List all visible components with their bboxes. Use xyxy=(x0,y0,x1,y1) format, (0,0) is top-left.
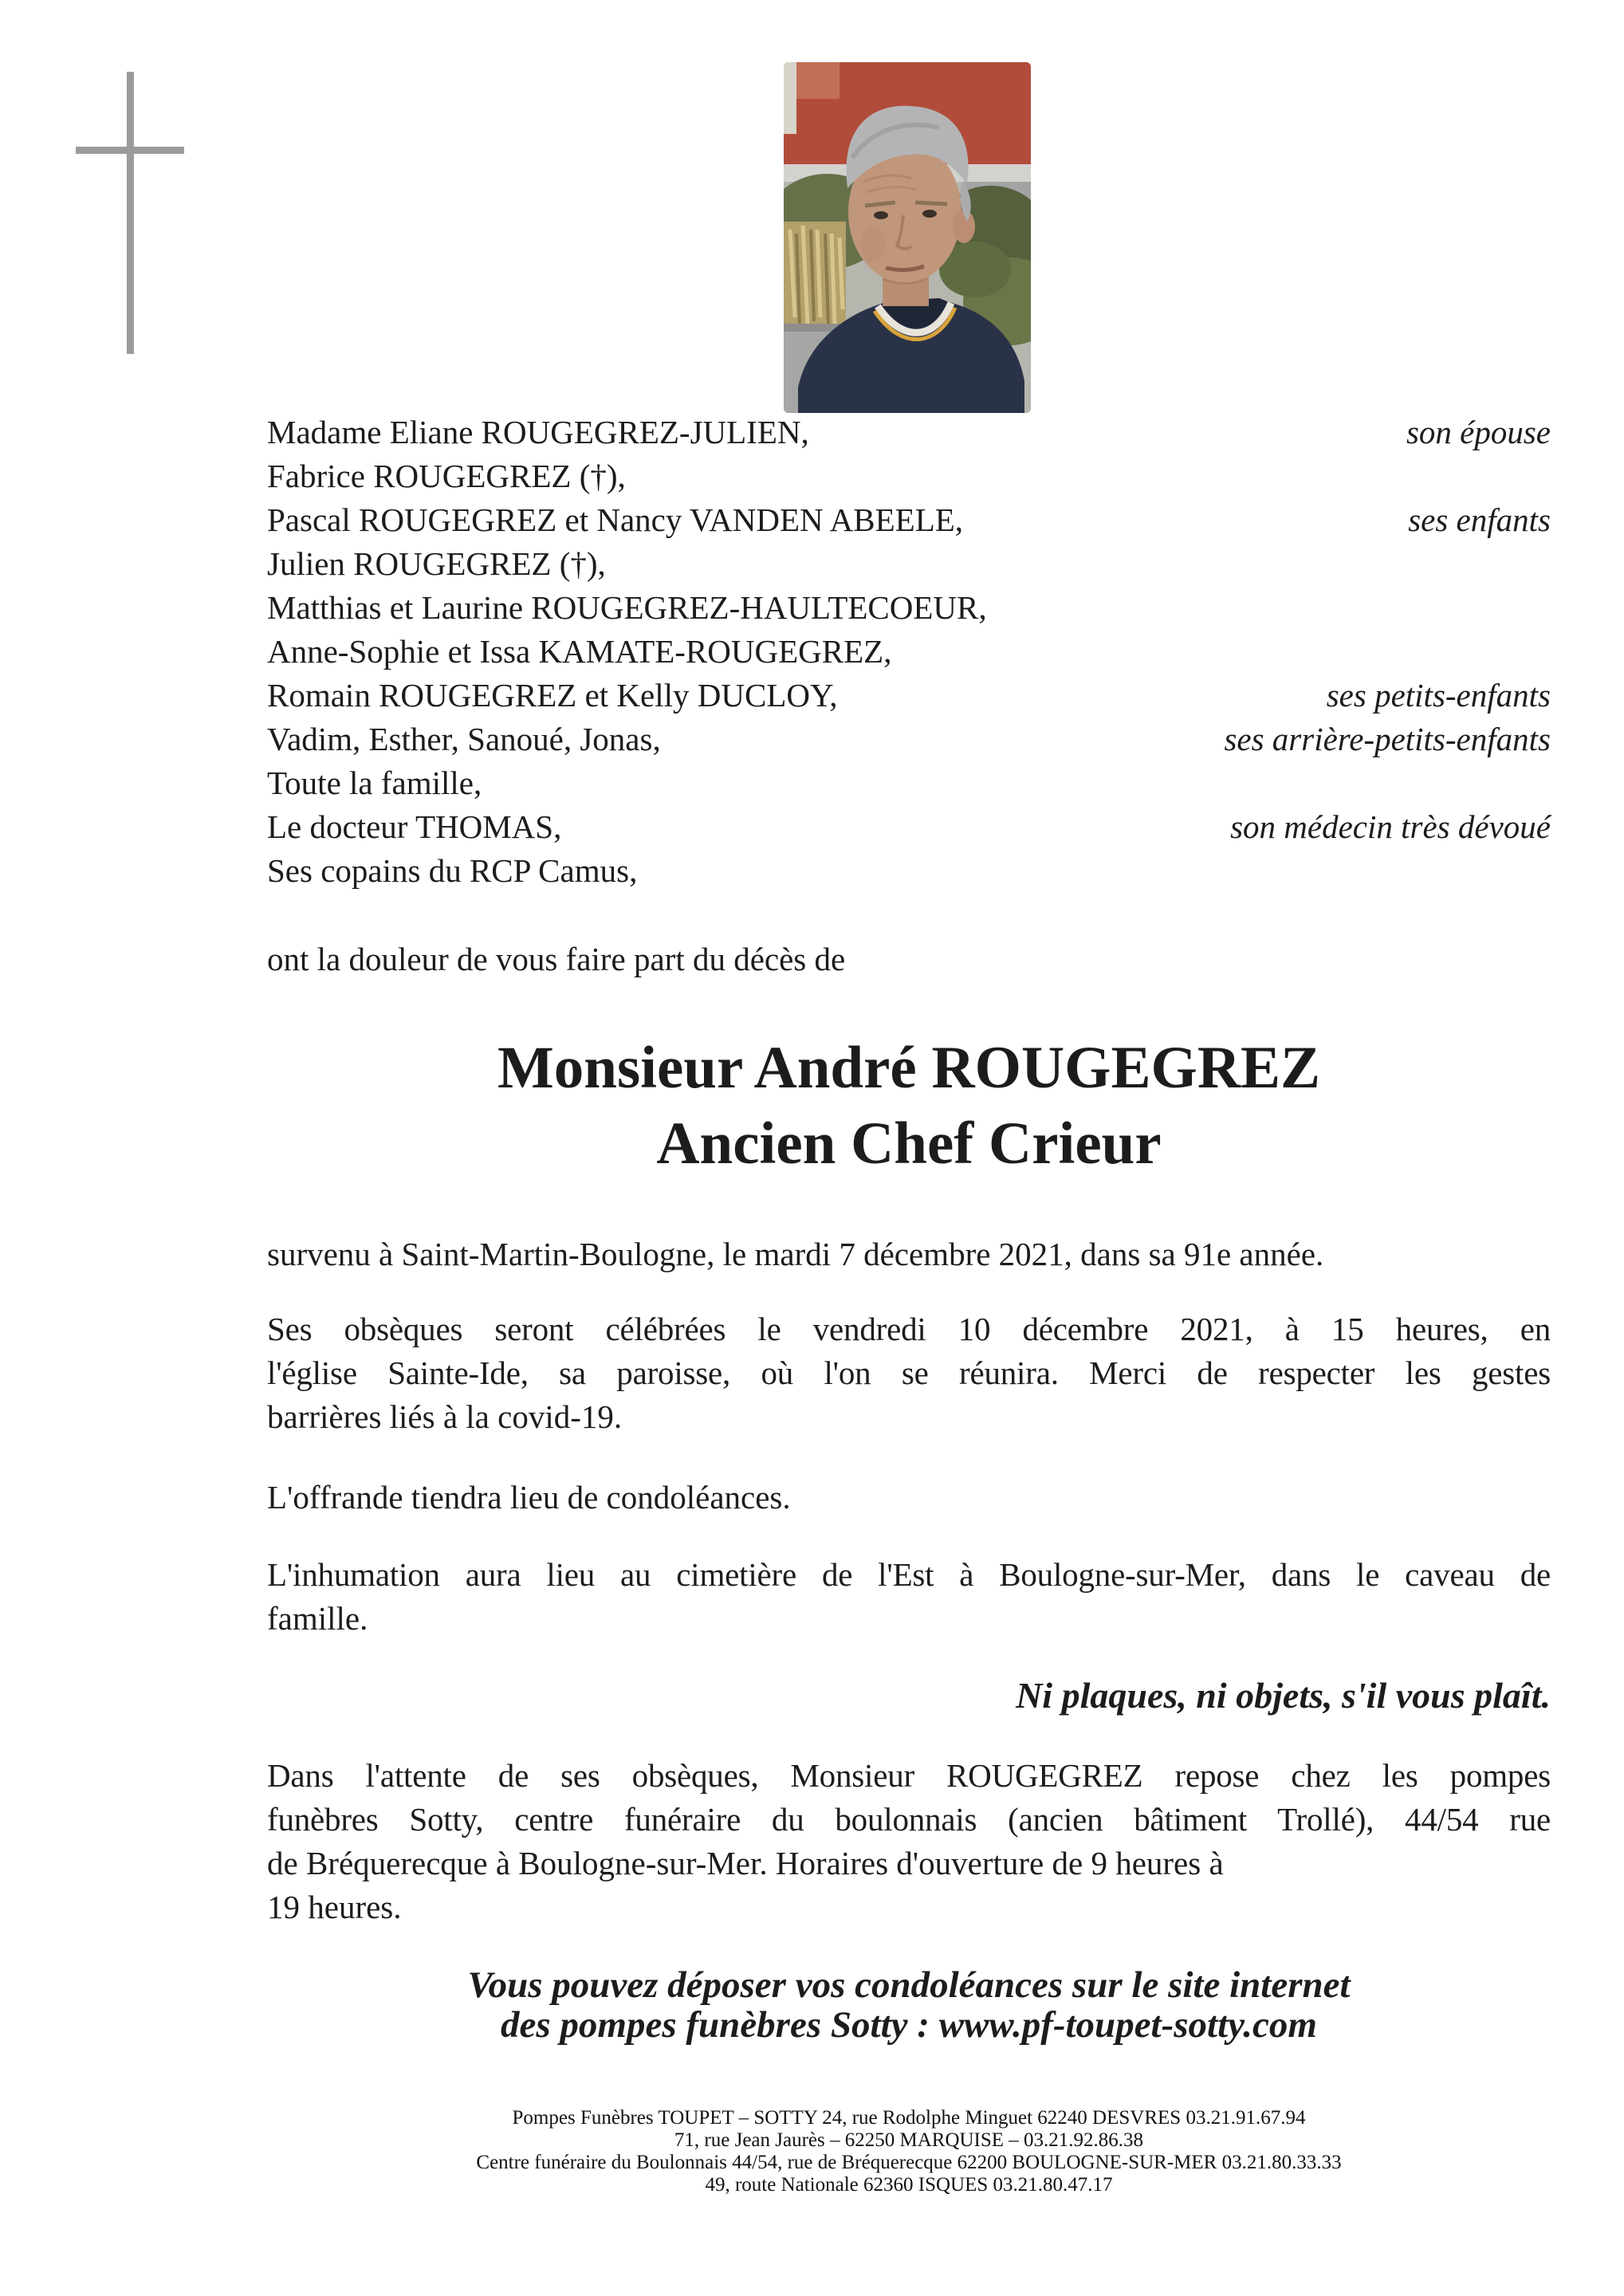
paragraph-line: de Bréquerecque à Boulogne-sur-Mer. Horaires d'ouverture de 9 heures à xyxy=(267,1845,1224,1881)
family-row xyxy=(267,630,1551,674)
family-name: Matthias et Laurine ROUGEGREZ-HAULTECOEUR, xyxy=(267,589,987,626)
paragraph-line: l'église Sainte-Ide, sa paroisse, où l'on se réunira. Merci de respecter les gestes xyxy=(267,1354,1551,1391)
cross-icon xyxy=(76,147,184,154)
family-name: Le docteur THOMAS, xyxy=(267,808,562,845)
family-list xyxy=(267,411,1551,893)
family-relation: son épouse xyxy=(1406,414,1551,450)
family-row xyxy=(267,674,1551,718)
cross-icon xyxy=(127,72,134,354)
family-row xyxy=(267,849,1551,893)
family-row xyxy=(267,498,1551,542)
family-name: Madame Eliane ROUGEGREZ-JULIEN, xyxy=(267,414,809,450)
condolences-website-note xyxy=(267,1965,1551,2045)
footer-address-line: 49, route Nationale 62360 ISQUES 03.21.80.47.17 xyxy=(705,2174,1113,2196)
website-url-line: des pompes funèbres Sotty : www.pf-toupet-sotty.com xyxy=(501,2004,1317,2046)
family-name: Ses copains du RCP Camus, xyxy=(267,852,638,889)
paragraph-line: L'inhumation aura lieu au cimetière de l'Est à Boulogne-sur-Mer, dans le caveau de xyxy=(267,1556,1551,1593)
paragraph-line: funèbres Sotty, centre funéraire du boulonnais (ancien bâtiment Trollé), 44/54 rue xyxy=(267,1801,1551,1838)
family-row xyxy=(267,542,1551,586)
funeral-home-footer xyxy=(267,2107,1551,2196)
family-relation: ses arrière-petits-enfants xyxy=(1224,721,1551,757)
portrait-photo-illustration xyxy=(784,62,1031,413)
family-name: Vadim, Esther, Sanoué, Jonas, xyxy=(267,721,661,757)
deceased-title xyxy=(267,1030,1551,1181)
paragraph-burial xyxy=(267,1553,1551,1641)
family-row xyxy=(267,718,1551,761)
paragraph-line: barrières liés à la covid-19. xyxy=(267,1398,623,1435)
paragraph-offering xyxy=(267,1476,1551,1520)
family-row xyxy=(267,586,1551,630)
family-row xyxy=(267,805,1551,849)
family-relation: son médecin très dévoué xyxy=(1230,808,1551,845)
deceased-name: Monsieur André ROUGEGREZ xyxy=(497,1035,1321,1101)
paragraph-funeral-service xyxy=(267,1307,1551,1439)
portrait-photo xyxy=(784,62,1031,413)
family-name: Anne-Sophie et Issa KAMATE-ROUGEGREZ, xyxy=(267,633,892,670)
family-row xyxy=(267,761,1551,805)
family-row xyxy=(267,454,1551,498)
deceased-role: Ancien Chef Crieur xyxy=(656,1111,1162,1177)
paragraph-line: survenu à Saint-Martin-Boulogne, le mardi 7 décembre 2021, dans sa 91e année. xyxy=(267,1236,1324,1272)
family-name: Julien ROUGEGREZ (†), xyxy=(267,545,606,582)
family-row xyxy=(267,411,1551,454)
footer-address-line: 71, rue Jean Jaurès – 62250 MARQUISE – 03.21.92.86.38 xyxy=(674,2129,1144,2151)
website-note-line: Vous pouvez déposer vos condoléances sur le site internet xyxy=(467,1964,1351,2006)
footer-address-line: Centre funéraire du Boulonnais 44/54, rue de Bréquerecque 62200 BOULOGNE-SUR-MER 03.21.80.33.33 xyxy=(476,2152,1342,2173)
family-name: Pascal ROUGEGREZ et Nancy VANDEN ABEELE, xyxy=(267,501,964,538)
family-relation: ses enfants xyxy=(1408,501,1551,538)
footer-address-line: Pompes Funèbres TOUPET – SOTTY 24, rue Rodolphe Minguet 62240 DESVRES 03.21.91.67.94 xyxy=(512,2107,1306,2129)
paragraph-line: Dans l'attente de ses obsèques, Monsieur ROUGEGREZ repose chez les pompes xyxy=(267,1757,1551,1794)
paragraph-line: L'offrande tiendra lieu de condoléances. xyxy=(267,1479,791,1516)
paragraph-line: 19 heures. xyxy=(267,1889,402,1925)
family-relation: ses petits-enfants xyxy=(1326,677,1551,714)
paragraph-line: famille. xyxy=(267,1600,368,1637)
no-plaques-note: Ni plaques, ni objets, s'il vous plaît. xyxy=(1016,1675,1551,1716)
announcement-intro: ont la douleur de vous faire part du décès de xyxy=(267,941,846,977)
paragraph-repose-location xyxy=(267,1754,1551,1929)
paragraph-line: Ses obsèques seront célébrées le vendredi 10 décembre 2021, à 15 heures, en xyxy=(267,1311,1551,1347)
family-name: Fabrice ROUGEGREZ (†), xyxy=(267,458,626,494)
family-name: Toute la famille, xyxy=(267,765,482,801)
paragraph-death-details xyxy=(267,1233,1551,1276)
family-name: Romain ROUGEGREZ et Kelly DUCLOY, xyxy=(267,677,838,714)
